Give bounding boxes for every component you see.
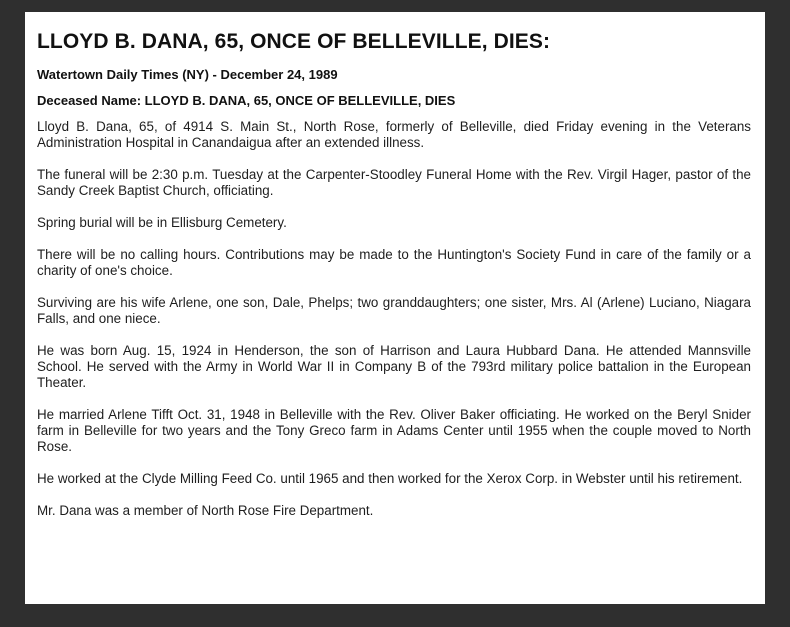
paragraph-death-notice: Lloyd B. Dana, 65, of 4914 S. Main St., North Rose, formerly of Belleville, died Friday evening in the Veterans Administration Hospital in Canandaigua after an extended illness. (37, 119, 751, 150)
headline: LLOYD B. DANA, 65, ONCE OF BELLEVILLE, DIES: (37, 30, 551, 53)
paragraph-birth: He was born Aug. 15, 1924 in Henderson, the son of Harrison and Laura Hubbard Dana. He attended Mannsville School. He served with the Army in World War II in Company B of the 793rd military police battalion in the European Theater. (37, 343, 751, 390)
paragraph-membership: Mr. Dana was a member of North Rose Fire Department. (37, 503, 374, 518)
deceased-name-line: Deceased Name: LLOYD B. DANA, 65, ONCE OF BELLEVILLE, DIES (37, 93, 456, 108)
paragraph-calling-hours: There will be no calling hours. Contributions may be made to the Huntington's Society Fund in care of the family or a charity of one's choice. (37, 247, 751, 278)
paragraph-survivors: Surviving are his wife Arlene, one son, Dale, Phelps; two granddaughters; one sister, Mrs. Al (Arlene) Luciano, Niagara Falls, and one niece. (37, 295, 751, 326)
source-line: Watertown Daily Times (NY) - December 24, 1989 (37, 67, 338, 82)
paragraph-funeral: The funeral will be 2:30 p.m. Tuesday at the Carpenter-Stoodley Funeral Home with the Rev. Virgil Hager, pastor of the Sandy Creek Baptist Church, officiating. (37, 167, 751, 198)
paragraph-employment: He worked at the Clyde Milling Feed Co. until 1965 and then worked for the Xerox Corp. in Webster until his retirement. (37, 471, 743, 486)
obituary-panel (25, 12, 765, 604)
paragraph-burial: Spring burial will be in Ellisburg Cemetery. (37, 215, 287, 230)
paragraph-marriage: He married Arlene Tifft Oct. 31, 1948 in Belleville with the Rev. Oliver Baker officiating. He worked on the Beryl Snider farm in Belleville for two years and the Tony Greco farm in Adams Center until 1955 when the couple moved to North Rose. (37, 407, 751, 454)
